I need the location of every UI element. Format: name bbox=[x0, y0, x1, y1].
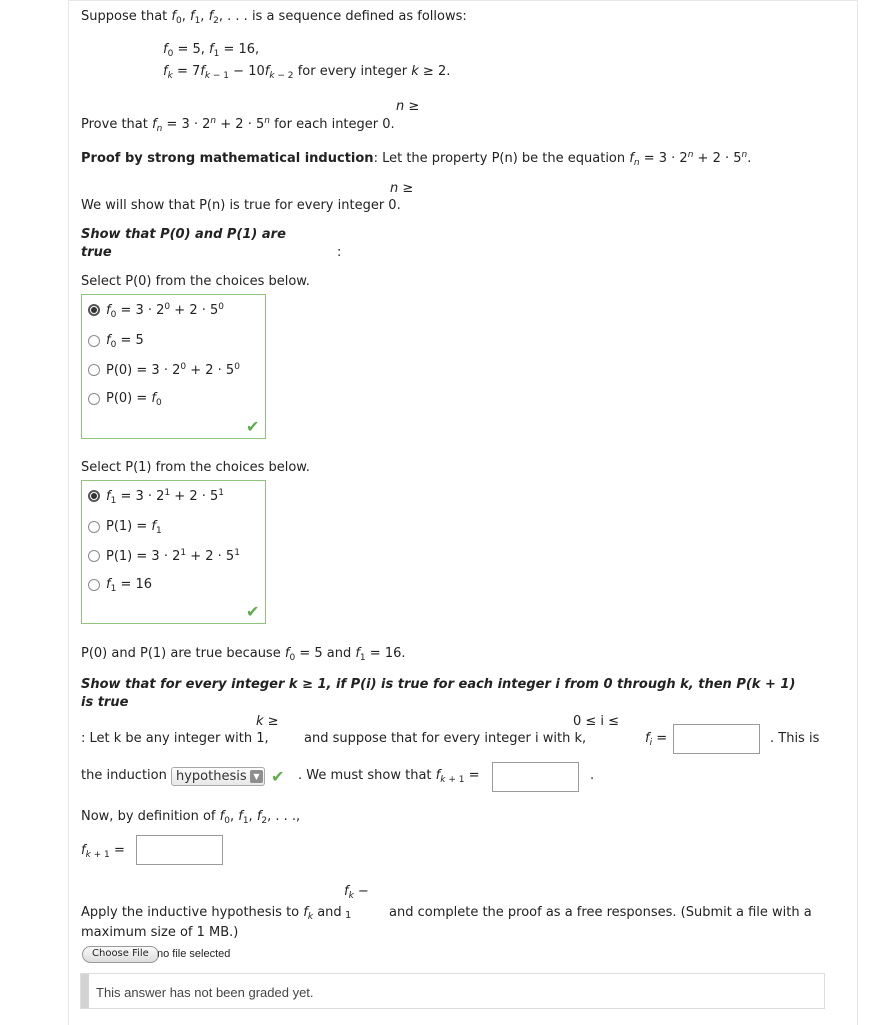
p1-choice-4-label: = 16 bbox=[120, 577, 153, 592]
apply-and: and bbox=[317, 905, 342, 920]
definition-use: Now, by definition of $f_0$, $f_1$, $f_2$, . . ., bbox=[81, 809, 301, 826]
choose-file-button[interactable]: Choose File bbox=[82, 946, 159, 963]
p1-radio-3[interactable] bbox=[88, 550, 100, 562]
apply-line1: Apply the inductive hypothesis to $f_k$ and bbox=[81, 905, 342, 922]
p1-choice-4[interactable]: $f_1 = 16$ bbox=[106, 577, 153, 594]
p1-choice-2[interactable]: $P(1) = f_1$ bbox=[106, 519, 162, 536]
p0-choice-2-label: = 5 bbox=[120, 333, 144, 348]
rec-cond: ≥ 2. bbox=[422, 64, 451, 79]
apply-line1-tail: and complete the proof as a free responses. (Submit a file with a bbox=[389, 905, 812, 920]
p1-choice-3[interactable]: $P(1) = 3 \cdot 2^1 + 2 \cdot 5^1$ bbox=[106, 548, 240, 564]
prove-plus: + 2 · 5 bbox=[220, 117, 265, 132]
p0-choice-1-label: = 3 · 2 bbox=[120, 303, 165, 318]
p0-choice-4-label: P(0) = bbox=[106, 391, 148, 406]
intro-tail: is a sequence defined as follows: bbox=[251, 9, 467, 24]
intro-line: Suppose that $f_0$, $f_1$, $f_2$, . . . is a sequence defined as follows: bbox=[81, 9, 467, 26]
this-is: . This is bbox=[770, 731, 820, 746]
prove-n-ge: n ≥ bbox=[396, 99, 420, 114]
p1-radio-2[interactable] bbox=[88, 521, 100, 533]
definition-use-text: Now, by definition of bbox=[81, 809, 216, 824]
hypothesis-dropdown[interactable] bbox=[171, 767, 265, 786]
base-f0: = 5, bbox=[177, 42, 205, 57]
must-show-period: . bbox=[590, 768, 595, 783]
p0-choice-2[interactable]: $f_0 = 5$ bbox=[106, 333, 144, 350]
p0-choice-3-label: P(0) = 3 · 2 bbox=[106, 363, 181, 378]
conclusion-text2: = 5 and bbox=[299, 646, 352, 661]
p0-radio-1[interactable] bbox=[88, 304, 100, 316]
p0-choice-4[interactable]: $P(0) = f_0$ bbox=[106, 391, 162, 408]
will-show-n-ge: n ≥ bbox=[390, 181, 414, 196]
prove-tail: for each integer 0. bbox=[274, 117, 395, 132]
rec-tail: for every integer bbox=[297, 64, 408, 79]
i-range: 0 ≤ i ≤ bbox=[573, 714, 620, 729]
grading-status-bar bbox=[81, 974, 89, 1008]
check-icon: ✔ bbox=[246, 417, 260, 436]
p1-choice-1[interactable]: $f_1 = 3 \cdot 2^1 + 2 \cdot 5^1$ bbox=[106, 488, 224, 506]
check-icon: ✔ bbox=[246, 602, 260, 621]
grading-status-box bbox=[80, 973, 825, 1009]
fk1-eq: = bbox=[113, 843, 125, 858]
proof-intro: Proof by strong mathematical induction: Let the property P(n) be the equation $f_n = 3 \cdot 2^n + 2 \cdot 5^n$. bbox=[81, 150, 752, 168]
fi-answer-input[interactable] bbox=[673, 724, 760, 754]
step2-heading-line1: Show that for every integer k ≥ 1, if P(i) is true for each integer i from 0 through k, then P(k + 1) bbox=[81, 677, 796, 692]
fk-minus-top: $f_k$ − bbox=[344, 884, 369, 901]
must-show-text: . We must show that bbox=[298, 768, 432, 783]
rec-minus: − 10 bbox=[233, 64, 265, 79]
rec-mid: = 7 bbox=[176, 64, 201, 79]
let-k: : Let k be any integer with 1, bbox=[81, 731, 269, 746]
fi-label: $f_i$ = bbox=[645, 731, 668, 748]
the-induction: the induction bbox=[81, 768, 167, 783]
prove-text: Prove that bbox=[81, 117, 148, 132]
fk-minus-one: 1 bbox=[345, 910, 352, 921]
fk1-answer-input[interactable] bbox=[492, 762, 579, 792]
p0-prompt: Select P(0) from the choices below. bbox=[81, 274, 310, 289]
p0-choice-1[interactable]: $f_0 = 3 \cdot 2^0 + 2 \cdot 5^0$ bbox=[106, 302, 224, 320]
p1-choice-1-label: = 3 · 2 bbox=[120, 489, 165, 504]
p1-choice-2-label: P(1) = bbox=[106, 519, 148, 534]
p1-choice-3-label: P(1) = 3 · 2 bbox=[106, 549, 181, 564]
p0-radio-2[interactable] bbox=[88, 335, 100, 347]
step1-heading-line1: Show that P(0) and P(1) are bbox=[81, 227, 286, 242]
file-status: no file selected bbox=[157, 948, 231, 960]
grading-status-text: This answer has not been graded yet. bbox=[96, 985, 314, 1000]
must-show: . We must show that $f_{k + 1}$ = bbox=[298, 768, 480, 785]
step1-colon: : bbox=[337, 245, 342, 260]
check-icon: ✔ bbox=[271, 767, 285, 786]
proof-formula: = 3 · 2 bbox=[643, 151, 688, 166]
p1-radio-4[interactable] bbox=[88, 579, 100, 591]
p0-radio-3[interactable] bbox=[88, 364, 100, 376]
conclusion-text3: = 16. bbox=[369, 646, 406, 661]
conclusion-01: P(0) and P(1) are true because $f_0 = 5$ and $f_1 = 16$. bbox=[81, 646, 406, 663]
p0-radio-4[interactable] bbox=[88, 393, 100, 405]
apply-text1: Apply the inductive hypothesis to bbox=[81, 905, 300, 920]
step1-heading-line2: true bbox=[81, 245, 112, 260]
conclusion-text1: P(0) and P(1) are true because bbox=[81, 646, 281, 661]
apply-line2: maximum size of 1 MB.) bbox=[81, 925, 239, 940]
intro-lead: Suppose that bbox=[81, 9, 168, 24]
p1-choice-box bbox=[81, 480, 266, 624]
recurrence: $f_k = 7f_{k - 1} - 10f_{k - 2}$ for every integer k ≥ 2. bbox=[163, 64, 451, 81]
fk1-label: $f_{k + 1}$ = bbox=[81, 843, 125, 860]
p0-choice-box bbox=[81, 294, 266, 439]
p1-prompt: Select P(1) from the choices below. bbox=[81, 460, 310, 475]
must-show-eq: = bbox=[468, 768, 480, 783]
chevron-down-icon: ▼ bbox=[250, 770, 263, 783]
prove-formula: = 3 · 2 bbox=[166, 117, 211, 132]
base-f1: = 16, bbox=[223, 42, 260, 57]
suppose: and suppose that for every integer i with k, bbox=[304, 731, 587, 746]
p1-radio-1[interactable] bbox=[88, 490, 100, 502]
step2-heading-line2: is true bbox=[81, 695, 129, 710]
proof-end: . bbox=[747, 151, 752, 166]
proof-plus: + 2 · 5 bbox=[697, 151, 742, 166]
fk1-definition-input[interactable] bbox=[136, 835, 223, 865]
prove-line: Prove that $f_n = 3 \cdot 2^n + 2 \cdot 5^n$ for each integer 0. bbox=[81, 116, 395, 134]
k-ge: k ≥ bbox=[256, 714, 279, 729]
proof-rest: : Let the property P(n) be the equation bbox=[373, 151, 626, 166]
base-cases: $f_0 = 5$, $f_1 = 16$, bbox=[163, 42, 260, 59]
proof-heading: Proof by strong mathematical induction bbox=[81, 151, 374, 166]
dropdown-value: hypothesis bbox=[176, 769, 247, 784]
p0-choice-3[interactable]: $P(0) = 3 \cdot 2^0 + 2 \cdot 5^0$ bbox=[106, 362, 240, 378]
fi-eq: = bbox=[656, 731, 668, 746]
will-show: We will show that P(n) is true for every integer 0. bbox=[81, 198, 401, 213]
